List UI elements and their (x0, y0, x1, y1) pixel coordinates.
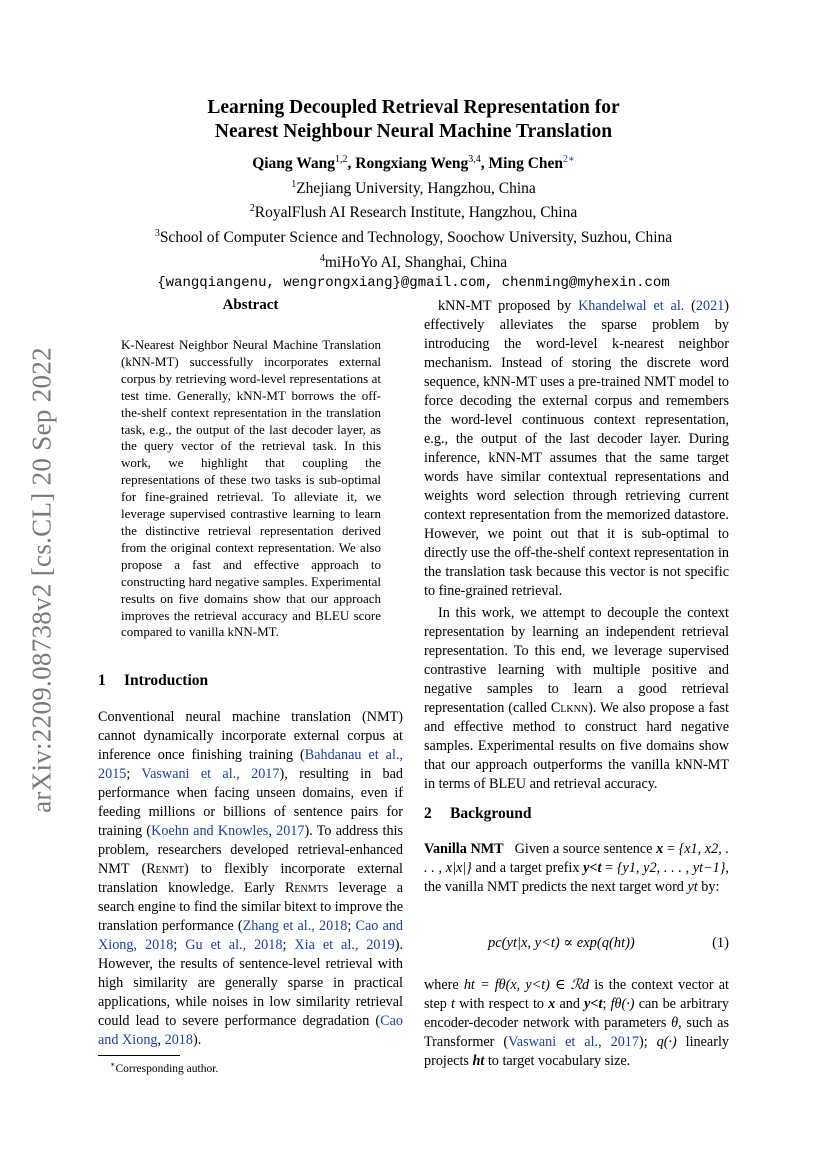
equation-number: (1) (712, 935, 729, 951)
text-run: ). (192, 1032, 202, 1048)
math: t (451, 996, 455, 1012)
math: y<t (583, 860, 602, 876)
text-run: ). We also propose a fast and effective method to construct hard negative samples. Experimental results on five domains show that our approach outperforms the vanilla kNN-MT in terms of BLEU and retrieval accuracy. (424, 700, 729, 792)
math: yt (687, 879, 698, 895)
text-run: ; (282, 937, 295, 953)
equation-body: pc(yt|x, y<t) ∝ exp(q(ht)) (488, 935, 635, 951)
author-3: Ming Chen (488, 155, 564, 173)
text-run: with respect to (455, 996, 549, 1012)
citation-link[interactable]: 2018 (164, 1032, 193, 1048)
author-2: Rongxiang Weng (355, 155, 469, 173)
citation-link[interactable]: Xia et al., 2019 (294, 937, 395, 953)
text-run: ; (347, 918, 356, 934)
abstract-heading: Abstract (222, 297, 279, 313)
text-run: Given a source sentence (514, 841, 657, 857)
citation-link[interactable]: Cao and Xiong, 2018 (98, 918, 403, 953)
section-heading-background (424, 805, 532, 823)
text-run: ) effectively alleviates the sparse problem by introducing the word-level k-nearest neighbor mechanism. Instead of storing the discrete word sequence, kNN-MT uses a pre-trained NMT model to force decoding the external corpus and remembers the word-level continuous context representation, e.g., the output of the last decoder layer. During inference, kNN-MT assumes that the same target words have similar contextual representations and weights word selection through retrieving current context representation from the memorized datastore. However, we point out that it is sub-optimal to directly use the off-the-shelf context representation in the translation task because this vector is not specific to fine-grained retrieval. (424, 298, 729, 599)
acronym: Renmts (284, 880, 329, 896)
section-title: Background (450, 805, 532, 822)
author-emails: {wangqiangenu, wengrongxiang}@gmail.com, chenming@myhexin.com (157, 275, 670, 292)
text-run: ). To address this problem, researchers developed retrieval-enhanced NMT ( (98, 823, 403, 877)
section-number: 1 (98, 672, 106, 689)
acronym: Renmt (146, 861, 184, 877)
math: ht (472, 1053, 485, 1069)
math: y<t (584, 996, 603, 1012)
text-run: ( (684, 298, 696, 314)
citation-link[interactable]: Cao and Xiong (98, 1013, 403, 1048)
text-run: leverage a search engine to find the similar bitext to improve the translation performance ( (98, 880, 403, 934)
math: q(·) (656, 1034, 677, 1050)
where-text (424, 976, 729, 1071)
text-run: Conventional neural machine translation (NMT) cannot dynamically incorporate external corpus at inference once finishing training ( (98, 709, 403, 763)
footnote-mark: ∗ (110, 1060, 116, 1069)
citation-link[interactable]: Zhang et al., 2018 (242, 918, 348, 934)
text-run: ; (173, 937, 186, 953)
author-1-sup: 1,2 (335, 154, 348, 165)
text-run: In this work, we attempt to decouple the context representation by learning an independent retrieval representation. To this end, we leverage supervised contrastive learning with multiple positive and negative samples to learn a good retrieval representation (called (424, 605, 729, 716)
affil-4-text: miHoYo AI, Shanghai, China (324, 253, 508, 271)
text-run: , the vanilla NMT predicts the next target word (424, 860, 729, 895)
author-2-sup: 3,4 (468, 154, 481, 165)
math: x (548, 996, 556, 1012)
author-1: Qiang Wang (252, 155, 336, 173)
text-run: and (555, 996, 585, 1012)
text-run: , such as Transformer ( (424, 1015, 729, 1050)
math: θ (671, 1015, 679, 1031)
text-run: , (268, 823, 277, 839)
text-run: by: (697, 879, 720, 895)
author-names: Qiang Wang$^{1,2}$, Rongxiang Weng$^{3,4}$, Ming Chen$^{2∗}$ (252, 154, 575, 173)
footnote (110, 1060, 218, 1075)
text-run: ) to flexibly incorporate external translation knowledge. Early (98, 861, 403, 896)
citation-link[interactable]: Vaswani et al., 2017 (508, 1034, 639, 1050)
intro-paragraph (98, 708, 403, 1050)
text-run: ); (638, 1034, 657, 1050)
citation-link[interactable]: Khandelwal et al. (578, 298, 685, 314)
where-paragraph (424, 976, 729, 1071)
affiliation-3 (100, 224, 727, 249)
math: ht = fθ(x, y<t) ∈ ℛd (463, 977, 590, 993)
math: {x1, x2, . . . , x|x|} (424, 841, 729, 876)
math: x (656, 841, 664, 857)
arxiv-sidebar (22, 260, 62, 900)
arxiv-id: arXiv:2209.08738v2 [cs.CL] 20 Sep 2022 (26, 347, 57, 813)
affil-2-sup: 2 (249, 203, 255, 215)
section-heading-introduction (98, 672, 208, 690)
vanilla-nmt-paragraph (424, 840, 729, 897)
title-line-1: Learning Decoupled Retrieval Representation for (207, 97, 620, 118)
citation-link[interactable]: 2021 (695, 298, 725, 314)
text-run: ; (126, 766, 142, 782)
section-title: Introduction (124, 672, 209, 689)
text-run: where (424, 977, 464, 993)
paper-title (100, 96, 727, 144)
text-run: and a target prefix (471, 860, 584, 876)
text-run: = (663, 841, 679, 857)
paragraph-label: Vanilla NMT (424, 841, 504, 857)
citation-link[interactable]: Vaswani et al., 2017 (141, 766, 280, 782)
footnote-text: Corresponding author. (115, 1062, 219, 1075)
knn-paragraph (424, 297, 729, 601)
affil-2-text: RoyalFlush AI Research Institute, Hangzhou, China (254, 204, 578, 222)
affiliation-2 (100, 199, 727, 224)
affil-1-sup: 1 (291, 178, 297, 190)
title-line-2: Nearest Neighbour Neural Machine Translation (214, 121, 613, 142)
text-run: , (157, 1032, 165, 1048)
footnote-divider (98, 1055, 180, 1056)
vanilla-text (424, 840, 729, 897)
abstract-text: K-Nearest Neighbor Neural Machine Translation (kNN-MT) successfully incorporates external corpus by retrieving word-level representations at test time. Generally, kNN-MT borrows the off-the-shelf context representation in the translation task, e.g., the output of the last decoder layer, as the query vector of the retrieval task. In this work, we highlight that coupling the representations of these two tasks is sub-optimal for fine-grained retrieval. To alleviate it, we leverage supervised contrastive learning to learn the distinctive retrieval representation derived from the original context representation. We also propose a fast and effective approach to constructing hard negative samples. Experimental results on five domains show that our approach improves the retrieval accuracy and BLEU score compared to vanilla kNN-MT. (121, 337, 381, 640)
citation-link[interactable]: 2017 (276, 823, 305, 839)
math: fθ(·) (610, 996, 635, 1012)
text-run: ). However, the results of sentence-level retrieval with high similarity are generally sparse in practical applications, while noises in low similarity retrieval could lead to severe performance degradation ( (98, 937, 403, 1029)
affil-1-text: Zhejiang University, Hangzhou, China (296, 179, 536, 197)
text-run: can be arbitrary encoder-decoder network with parameters (424, 996, 729, 1031)
text-run: kNN-MT proposed by (438, 298, 579, 314)
affil-3-text: School of Computer Science and Technology, Soochow University, Suzhou, China (159, 229, 673, 247)
text-run: ), resulting in bad performance when facing unseen domains, even if feeding millions or billions of sentence pairs for training ( (98, 766, 403, 839)
text-run: linearly projects (424, 1034, 729, 1069)
affiliation-1 (100, 175, 727, 200)
text-run: = (601, 860, 617, 876)
citation-link[interactable]: Gu et al., 2018 (185, 937, 283, 953)
text-run: is the context vector at step (424, 977, 729, 1012)
section-number: 2 (424, 805, 432, 822)
text-run: to target vocabulary size. (484, 1053, 631, 1069)
right-column-body (424, 297, 729, 794)
citation-link[interactable]: Koehn and Knowles (151, 823, 269, 839)
introduction-body (98, 708, 403, 1050)
author-3-sup[interactable]: 2∗ (563, 154, 575, 165)
affil-3-sup: 3 (154, 227, 160, 239)
author-block (100, 150, 727, 294)
method-name: Clknn (550, 700, 589, 716)
work-paragraph (424, 604, 729, 794)
affiliation-4 (100, 249, 727, 274)
citation-link[interactable]: Bahdanau et al., 2015 (98, 747, 403, 782)
math: {y1, y2, . . . , yt−1} (616, 860, 726, 876)
text-run: ; (602, 996, 611, 1012)
affil-4-sup: 4 (319, 252, 325, 264)
